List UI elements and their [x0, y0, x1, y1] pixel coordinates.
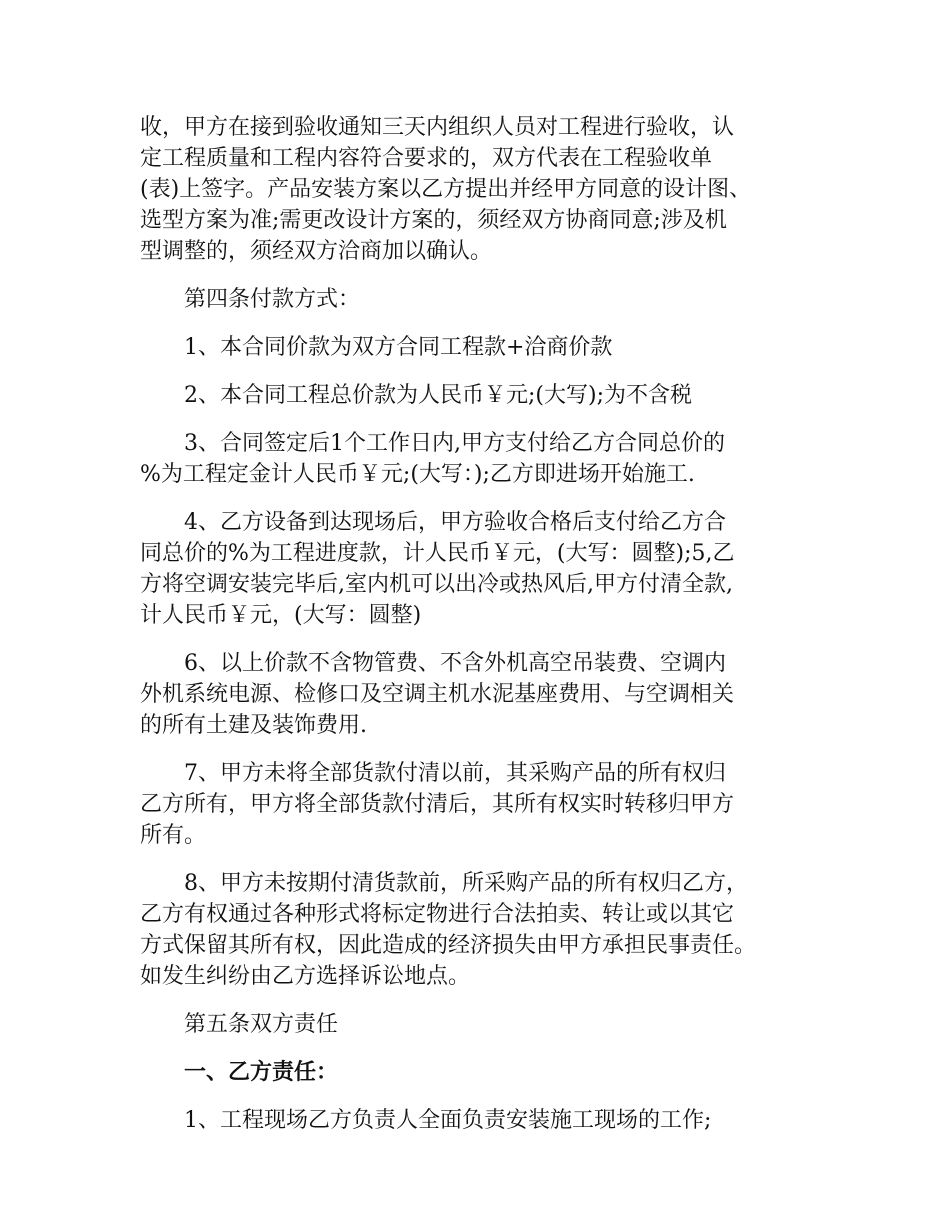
document-body: [140, 112, 820, 1136]
text-line: 7、甲方未将全部货款付清以前，其采购产品的所有权归: [184, 761, 726, 786]
text-line: 2、本合同工程总价款为人民币￥元;(大写);为不含税: [184, 383, 692, 408]
text-line: 所有。: [140, 823, 207, 848]
paragraph-acceptance-continuation: [140, 112, 820, 267]
text-line: %为工程定金计人民币￥元;(大写：);乙方即进场开始施工.: [140, 462, 695, 487]
text-line: 第四条付款方式：: [184, 287, 361, 312]
article-5-heading: [140, 1009, 820, 1040]
text-line: 方式保留其所有权，因此造成的经济损失由甲方承担民事责任。: [140, 933, 757, 958]
text-line: 外机系统电源、检修口及空调主机水泥基座费用、与空调相关: [140, 682, 735, 707]
payment-clause-7: [140, 758, 820, 851]
payment-clause-2: [140, 380, 820, 411]
text-line: 乙方所有，甲方将全部货款付清后，其所有权实时转移归甲方: [140, 792, 735, 817]
text-line: 同总价的%为工程进度款，计人民币￥元，(大写：圆整);5,乙: [140, 541, 735, 566]
text-line: 3、合同签定后1个工作日内,甲方支付给乙方合同总价的: [184, 431, 725, 456]
text-line: 如发生纠纷由乙方选择诉讼地点。: [140, 964, 471, 989]
text-line: 乙方有权通过各种形式将标定物进行合法拍卖、转让或以其它: [140, 902, 735, 927]
text-line: 8、甲方未按期付清货款前，所采购产品的所有权归乙方，: [184, 871, 748, 896]
text-line: 1、工程现场乙方负责人全面负责安装施工现场的工作;: [184, 1108, 712, 1133]
text-line: 方将空调安装完毕后,室内机可以出冷或热风后,甲方付清全款,: [140, 572, 733, 597]
text-line: 4、乙方设备到达现场后，甲方验收合格后支付给乙方合: [184, 510, 726, 535]
text-line: 选型方案为准;需更改设计方案的，须经双方协商同意;涉及机: [140, 208, 727, 233]
text-line: 的所有土建及装饰费用.: [140, 713, 367, 738]
article-4-heading: [140, 284, 820, 315]
payment-clause-3: [140, 428, 820, 490]
text-line: 定工程质量和工程内容符合要求的，双方代表在工程验收单: [140, 146, 713, 171]
text-line: (表)上签字。产品安装方案以乙方提出并经甲方同意的设计图、: [140, 177, 752, 202]
text-line: 收，甲方在接到验收通知三天内组织人员对工程进行验收，认: [140, 115, 735, 140]
payment-clause-1: [140, 332, 820, 363]
text-line: 一、乙方责任：: [184, 1059, 339, 1085]
text-line: 6、以上价款不含物管费、不含外机高空吊装费、空调内: [184, 651, 726, 676]
responsibility-clause-1: [140, 1105, 820, 1136]
payment-clause-6: [140, 648, 820, 741]
text-line: 型调整的，须经双方洽商加以确认。: [140, 239, 493, 264]
payment-clause-8: [140, 868, 820, 992]
text-line: 1、本合同价款为双方合同工程款+洽商价款: [184, 335, 613, 360]
text-line: 计人民币￥元，(大写：圆整): [140, 603, 422, 628]
payment-clause-4: [140, 507, 820, 631]
party-b-responsibility-heading: [140, 1057, 820, 1088]
text-line: 第五条双方责任: [184, 1012, 339, 1037]
